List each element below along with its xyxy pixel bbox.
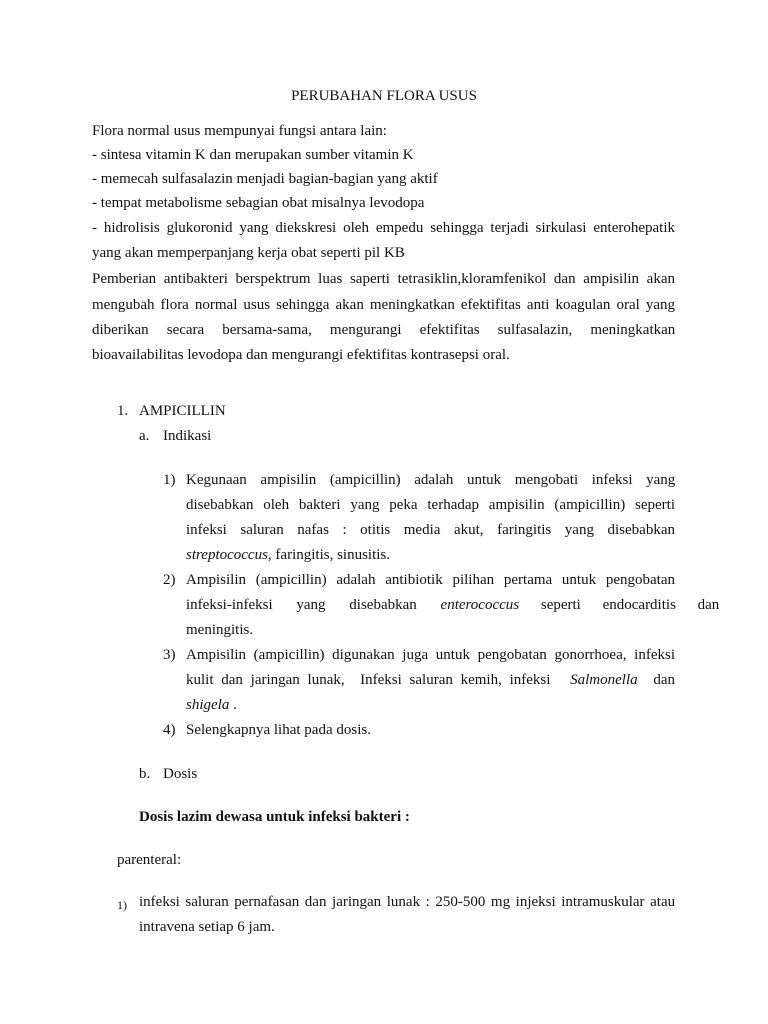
list-number: 3) bbox=[163, 647, 176, 663]
subsection-letter: b. bbox=[139, 766, 151, 782]
section-number: 1. bbox=[117, 403, 129, 419]
list-number: 1) bbox=[117, 898, 127, 912]
list-item-line: disebabkan oleh bakteri yang peka terhadap ampisilin (ampicillin) seperti bbox=[186, 497, 675, 513]
dose-line: infeksi saluran pernafasan dan jaringan lunak : 250-500 mg injeksi intramuskular atau bbox=[139, 894, 676, 910]
list-number: 4) bbox=[163, 722, 176, 738]
list-item-line: infeksi saluran nafas : otitis media akut, faringitis yang disebabkan bbox=[186, 522, 675, 538]
list-item-line: Ampisilin (ampicillin) digunakan juga untuk pengobatan gonorrhoea, infeksi bbox=[186, 647, 675, 663]
intro-heading: Flora normal usus mempunyai fungsi antara lain: bbox=[92, 123, 387, 139]
list-item-line: shigela . bbox=[186, 697, 237, 713]
list-number: 1) bbox=[163, 472, 176, 488]
intro-bullet: - sintesa vitamin K dan merupakan sumber vitamin K bbox=[92, 147, 414, 163]
list-item-line: meningitis. bbox=[186, 622, 254, 638]
intro-paragraph-line: Pemberian antibakteri berspektrum luas saperti tetrasiklin,kloramfenikol dan ampisilin akan bbox=[92, 271, 675, 287]
list-item-line: streptococcus, faringitis, sinusitis. bbox=[186, 547, 391, 563]
intro-paragraph-line: diberikan secara bersama-sama, mengurangi efektifitas sulfasalazin, meningkatkan bbox=[92, 322, 676, 338]
intro-bullet-continued: yang akan memperpanjang kerja obat seperti pil KB bbox=[92, 245, 405, 261]
section-heading: AMPICILLIN bbox=[139, 403, 226, 419]
dosis-heading: Dosis lazim dewasa untuk infeksi bakteri : bbox=[139, 809, 410, 825]
subsection-heading: Indikasi bbox=[163, 428, 212, 444]
list-item-line: Kegunaan ampisilin (ampicillin) adalah untuk mengobati infeksi yang bbox=[186, 472, 676, 488]
list-number: 2) bbox=[163, 572, 176, 588]
list-item-line: infeksi-infeksi yang disebabkan enterococcus seperti endocarditis dan bbox=[186, 597, 720, 613]
intro-bullet: - memecah sulfasalazin menjadi bagian-bagian yang aktif bbox=[92, 171, 438, 187]
intro-bullet: - tempat metabolisme sebagian obat misalnya levodopa bbox=[92, 195, 425, 211]
document-title: PERUBAHAN FLORA USUS bbox=[291, 88, 477, 104]
list-item-line: Ampisilin (ampicillin) adalah antibiotik pilihan pertama untuk pengobatan bbox=[186, 572, 675, 588]
dose-line: intravena setiap 6 jam. bbox=[139, 919, 275, 935]
italic-term: enterococcus bbox=[440, 597, 520, 613]
list-item-line: kulit dan jaringan lunak, Infeksi saluran kemih, infeksi Salmonella dan bbox=[186, 672, 675, 688]
list-item-line: Selengkapnya lihat pada dosis. bbox=[186, 722, 371, 738]
italic-term: shigela bbox=[186, 697, 230, 713]
subsection-letter: a. bbox=[139, 428, 150, 444]
intro-paragraph-line: bioavailabilitas levodopa dan mengurangi efektifitas kontrasepsi oral. bbox=[92, 347, 510, 363]
subsection-heading: Dosis bbox=[163, 766, 198, 782]
intro-paragraph-line: mengubah flora normal usus sehingga akan meningkatkan efektifitas anti koagulan oral yang bbox=[92, 297, 675, 313]
route-label: parenteral: bbox=[117, 852, 182, 868]
italic-term: Salmonella bbox=[570, 672, 638, 688]
italic-term: streptococcus bbox=[186, 547, 268, 563]
intro-bullet: - hidrolisis glukoronid yang diekskresi oleh empedu sehingga terjadi sirkulasi enterohepatik bbox=[92, 220, 675, 236]
